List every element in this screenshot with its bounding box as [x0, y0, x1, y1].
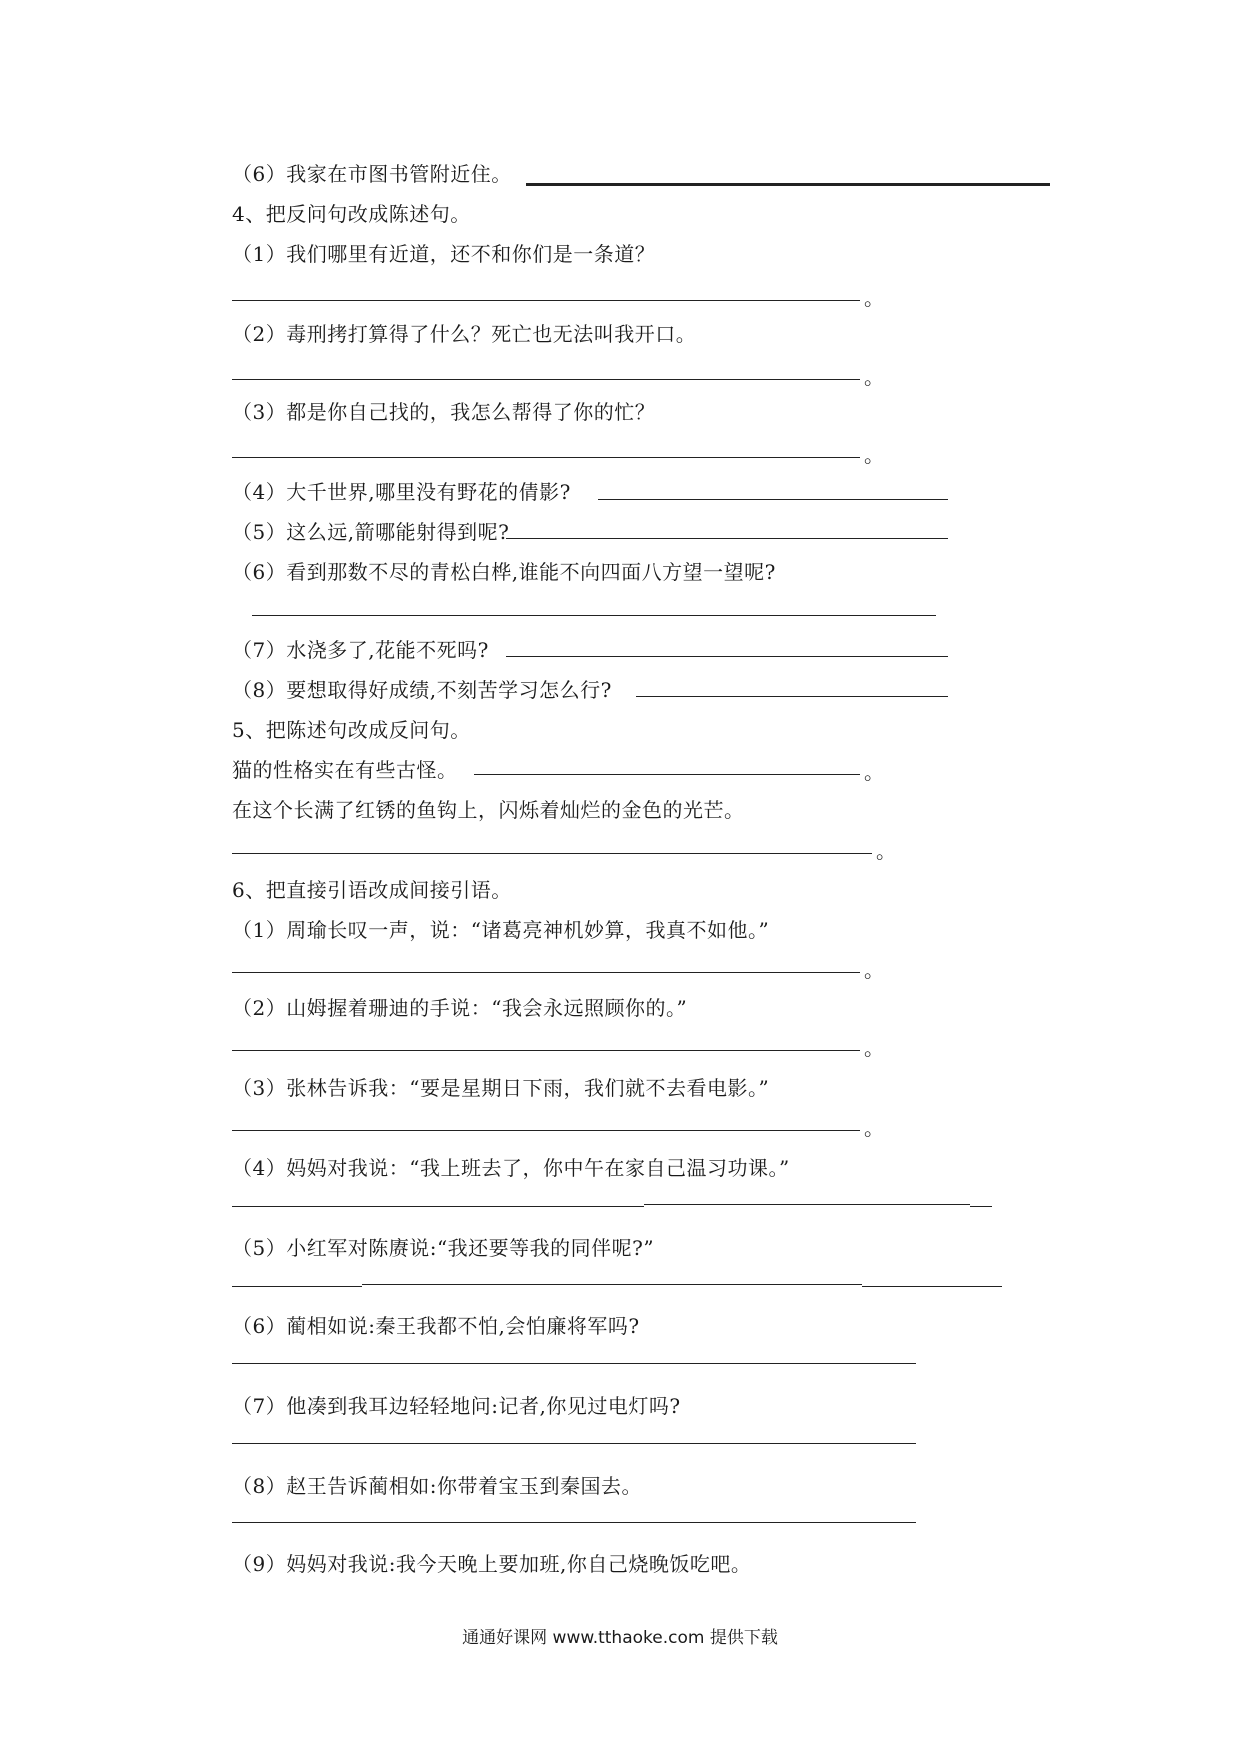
answer-line: [474, 774, 860, 775]
footer-credit: 通通好课网 www.tthaoke.com 提供下载: [462, 1628, 778, 1648]
period-mark: 。: [864, 958, 885, 982]
answer-line: [636, 696, 948, 697]
answer-line: [232, 1286, 362, 1287]
section-6-item-1: （1）周瑜长叹一声，说：“诸葛亮神机妙算，我真不如他。”: [232, 918, 770, 942]
period-mark: 。: [864, 365, 885, 389]
section-6-item-5: （5）小红军对陈赓说:“我还要等我的同伴呢?”: [232, 1236, 655, 1260]
answer-line: [232, 379, 860, 380]
answer-line: [506, 656, 948, 657]
section-4-item-3: （3）都是你自己找的，我怎么帮得了你的忙？: [232, 400, 656, 424]
section-6-item-3: （3）张林告诉我：“要是星期日下雨，我们就不去看电影。”: [232, 1076, 770, 1100]
section-4-item-5: （5）这么远,箭哪能射得到呢?: [232, 520, 510, 544]
section-6-item-2: （2）山姆握着珊迪的手说：“我会永远照顾你的。”: [232, 996, 688, 1020]
answer-line: [232, 1130, 860, 1131]
answer-line: [232, 1206, 644, 1207]
answer-line: [232, 300, 860, 301]
section-6-heading: 6、把直接引语改成间接引语。: [232, 878, 512, 902]
section-4-heading: 4、把反问句改成陈述句。: [232, 202, 471, 226]
section-4-item-4: （4）大千世界,哪里没有野花的倩影?: [232, 480, 571, 504]
answer-line: [970, 1206, 992, 1207]
answer-line: [506, 538, 948, 539]
answer-line: [232, 1363, 916, 1364]
period-mark: 。: [876, 839, 897, 863]
answer-line: [232, 972, 860, 973]
section-6-item-8: （8）赵王告诉蔺相如:你带着宝玉到秦国去。: [232, 1474, 642, 1498]
answer-line: [232, 1522, 916, 1523]
period-mark: 。: [864, 1116, 885, 1140]
section-4-item-1: （1）我们哪里有近道，还不和你们是一条道？: [232, 242, 656, 266]
answer-line: [232, 853, 872, 854]
period-mark: 。: [864, 760, 885, 784]
section-6-item-4: （4）妈妈对我说：“我上班去了，你中午在家自己温习功课。”: [232, 1156, 790, 1180]
answer-line: [644, 1204, 970, 1205]
exercise-3-item-6: （6）我家在市图书管附近住。: [232, 162, 512, 186]
section-5-item-2: 在这个长满了红锈的鱼钩上，闪烁着灿烂的金色的光芒。: [232, 798, 745, 822]
answer-line: [526, 183, 1050, 186]
section-4-item-2: （2）毒刑拷打算得了什么？死亡也无法叫我开口。: [232, 322, 697, 346]
answer-line: [252, 615, 936, 616]
answer-line: [362, 1284, 862, 1285]
answer-line: [232, 1050, 860, 1051]
answer-line: [232, 457, 860, 458]
answer-line: [862, 1286, 1002, 1287]
answer-line: [598, 499, 948, 500]
period-mark: 。: [864, 443, 885, 467]
section-5-item-1: 猫的性格实在有些古怪。: [232, 758, 458, 782]
section-6-item-9: （9）妈妈对我说:我今天晚上要加班,你自己烧晚饭吃吧。: [232, 1552, 752, 1576]
section-6-item-7: （7）他凑到我耳边轻轻地问:记者,你见过电灯吗?: [232, 1394, 681, 1418]
section-5-heading: 5、把陈述句改成反问句。: [232, 718, 471, 742]
section-4-item-7: （7）水浇多了,花能不死吗?: [232, 638, 489, 662]
section-4-item-6: （6）看到那数不尽的青松白桦,谁能不向四面八方望一望呢?: [232, 560, 776, 584]
section-4-item-8: （8）要想取得好成绩,不刻苦学习怎么行?: [232, 678, 612, 702]
period-mark: 。: [864, 1036, 885, 1060]
answer-line: [232, 1443, 916, 1444]
period-mark: 。: [864, 286, 885, 310]
section-6-item-6: （6）蔺相如说:秦王我都不怕,会怕廉将军吗?: [232, 1314, 640, 1338]
